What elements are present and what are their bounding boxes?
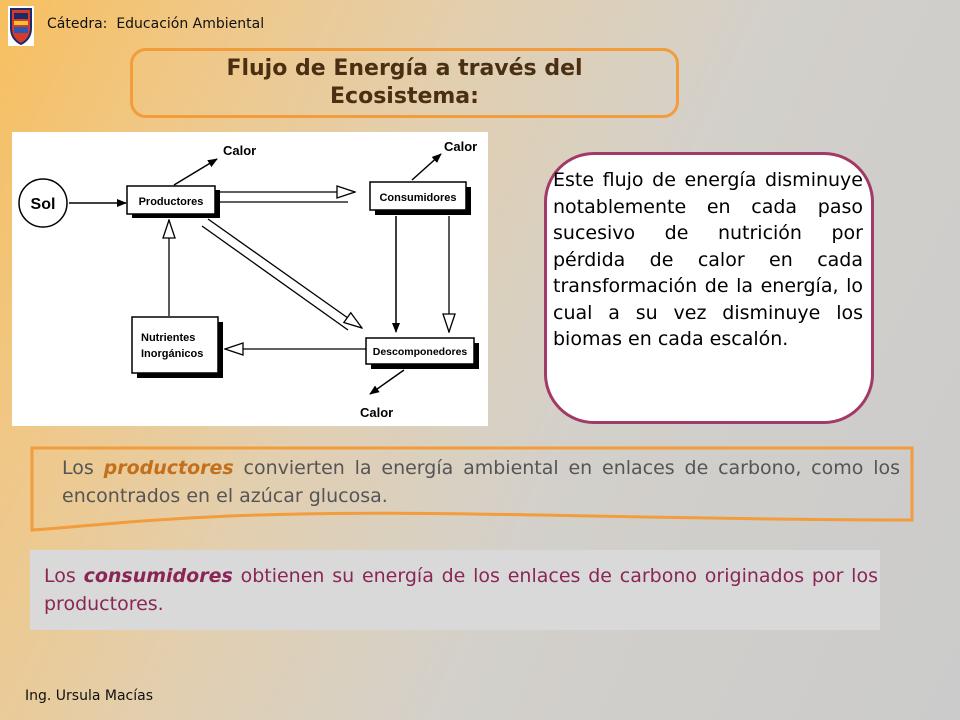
consumers-note-text <box>44 562 878 618</box>
consumers-note-body: obtienen su energía de los enlaces de carbono originados por los productores. <box>44 565 878 615</box>
energy-flow-svg <box>12 132 488 426</box>
heat-label-2: Calor <box>444 139 478 154</box>
title-box <box>130 48 679 118</box>
nutrients-label-line2: Inorgánicos <box>141 348 204 360</box>
arrow-producers-decomposers-lower <box>202 226 348 330</box>
nutrients-label-line1: Nutrientes <box>141 332 196 344</box>
decomposers-label: Descomponedores <box>372 346 468 358</box>
page-title: Flujo de Energía a través del Ecosistema: <box>226 56 583 109</box>
sun-label: Sol <box>30 196 56 213</box>
author-footer: Ing. Ursula Macías <box>25 688 153 704</box>
arrow-heat-producers <box>174 159 217 185</box>
consumers-label: Consumidores <box>379 192 457 204</box>
course-label: Cátedra: <box>47 16 108 32</box>
producers-label: Productores <box>138 196 204 208</box>
nutrients-box <box>132 317 218 373</box>
energy-flow-diagram <box>12 132 488 426</box>
arrow-heat-consumers <box>412 154 441 180</box>
producers-note-text <box>62 454 900 510</box>
heat-label-3: Calor <box>360 405 394 420</box>
consumers-note <box>30 550 880 630</box>
producers-keyword: productores <box>103 457 234 479</box>
arrow-heat-decomposers <box>370 370 404 394</box>
description-text: Este flujo de energía disminuye notablemente en cada paso sucesivo de nutrición por pérdida de calor en cada transformación de la energía, lo cual a su vez disminuye los biomas en cada escalón. <box>553 169 863 350</box>
description-box <box>544 152 874 424</box>
producers-note <box>30 446 914 532</box>
consumers-keyword: consumidores <box>83 565 233 587</box>
producers-note-prefix: Los <box>62 457 104 479</box>
university-crest-logo <box>8 6 34 46</box>
arrow-producers-decomposers <box>208 219 362 328</box>
heat-label-1: Calor <box>223 143 257 158</box>
producers-note-body: convierten la energía ambiental en enlaces de carbono, como los encontrados en el azúcar glucosa. <box>62 457 900 507</box>
course-header <box>47 16 264 32</box>
course-name: Educación Ambiental <box>116 16 265 32</box>
consumers-note-prefix: Los <box>44 565 84 587</box>
